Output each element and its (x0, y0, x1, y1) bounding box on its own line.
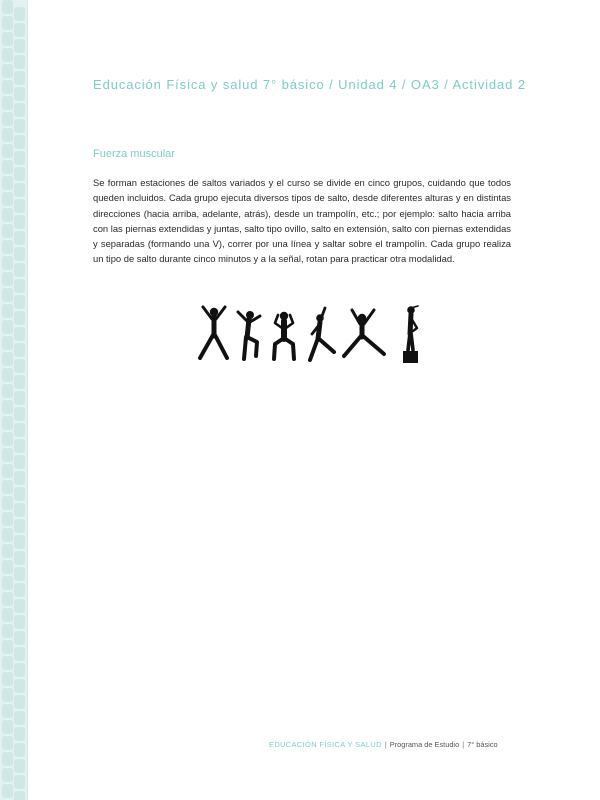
spine-tab (14, 567, 25, 581)
spine-tab (2, 256, 13, 270)
spine-tab (2, 288, 13, 302)
figure-knee-raise (238, 311, 260, 359)
spine-tab (14, 199, 25, 213)
figure-reach-leg-back (310, 308, 334, 360)
spine-tab (14, 311, 25, 325)
activity-description: Se forman estaciones de saltos variados y el curso se divide en cinco grupos, cuidando que todos queden incluidos. Cada grupo ejecuta diversos tipos de salto, desde diferentes alturas y en distintas direcciones (hacia arriba, adelante, atrás), desde un trampolín, etc.; por ejemplo: salto hacia arriba con las piernas extendidas y juntas, salto tipo ovillo, salto en extensión, salto con piernas extendidas y separadas (formando una V), correr por una línea y saltar sobre el trampolín. Cada grupo realiza un tipo de salto durante cinco minutos y a la señal, rotan para practicar otra modalidad. (93, 177, 511, 265)
page-footer (269, 740, 498, 749)
spine-tab (14, 423, 25, 437)
spine-tab (14, 215, 25, 229)
spine-tab (2, 784, 13, 798)
spine-tab (2, 384, 13, 398)
spine-tab (14, 519, 25, 533)
spine-tab (2, 192, 13, 206)
spine-tab (2, 768, 13, 782)
spine-tab (2, 752, 13, 766)
spine-tab (2, 416, 13, 430)
spine-tab (2, 336, 13, 350)
spine-tab (2, 224, 13, 238)
spine-tab (14, 119, 25, 133)
spine-tab (2, 720, 13, 734)
spine-tab (2, 672, 13, 686)
spine-tab (14, 503, 25, 517)
spine-tab (14, 23, 25, 37)
spine-tab (2, 48, 13, 62)
spine-tab (2, 592, 13, 606)
spine-tab (2, 640, 13, 654)
figure-v-jump (344, 310, 384, 356)
figure-star-jump (200, 307, 227, 358)
spine-tabs-right (14, 7, 25, 800)
spine-tab (2, 176, 13, 190)
spine-tab (14, 471, 25, 485)
spine-tab (14, 615, 25, 629)
spine-tab (2, 320, 13, 334)
spine-tab (14, 39, 25, 53)
footer-grade: 7° básico (467, 740, 498, 749)
spine-tab (2, 560, 13, 574)
spine-tab (2, 400, 13, 414)
figure-jump-on-box (403, 306, 418, 363)
spine-tab (2, 576, 13, 590)
spine-tab (14, 407, 25, 421)
spine-tab (14, 743, 25, 757)
spine-tab (14, 55, 25, 69)
spine-tab (2, 0, 13, 14)
spine-tab (14, 759, 25, 773)
spine-tab (14, 135, 25, 149)
spine-tab (14, 295, 25, 309)
spine-tab (2, 64, 13, 78)
spine-tab (14, 727, 25, 741)
spine-tab (2, 688, 13, 702)
spine-tab (14, 695, 25, 709)
spine-tab (14, 343, 25, 357)
spine-tab (14, 551, 25, 565)
spine-tab (2, 480, 13, 494)
spine-tab (14, 791, 25, 800)
spine-tab (2, 448, 13, 462)
spine-tab (2, 464, 13, 478)
spine-tab (2, 352, 13, 366)
spine-tab (14, 103, 25, 117)
spine-tab (2, 240, 13, 254)
spine-tab (2, 16, 13, 30)
spine-divider (27, 0, 28, 800)
spine-tab (2, 368, 13, 382)
footer-separator-2: | (462, 740, 465, 749)
spine-tab (2, 656, 13, 670)
spine-tab (14, 599, 25, 613)
spine-tab (14, 647, 25, 661)
section-heading: Fuerza muscular (93, 148, 175, 160)
spine-tab (2, 80, 13, 94)
spine-tab (2, 144, 13, 158)
spine-tab (14, 775, 25, 789)
spine-tab (14, 455, 25, 469)
spine-tab (2, 608, 13, 622)
spine-tab (2, 544, 13, 558)
spine-tab (14, 87, 25, 101)
spine-tab (14, 327, 25, 341)
footer-brand: EDUCACIÓN FÍSICA Y SALUD (269, 740, 382, 749)
spine-tab (14, 535, 25, 549)
spine-tab (2, 432, 13, 446)
spine-tab (14, 359, 25, 373)
spine-tab (14, 247, 25, 261)
spine-tab (14, 231, 25, 245)
spine-tab (14, 375, 25, 389)
spine-tab (14, 183, 25, 197)
spine-tab (14, 71, 25, 85)
spine-tab (2, 704, 13, 718)
spine-tab (14, 7, 25, 21)
spine-tab (14, 151, 25, 165)
spine-tab (14, 279, 25, 293)
spine-tab (2, 32, 13, 46)
spine-tab (2, 528, 13, 542)
spine-tab (2, 128, 13, 142)
spine-tab (2, 208, 13, 222)
spine-tab (2, 160, 13, 174)
spine-tab (14, 487, 25, 501)
spine-tab (2, 304, 13, 318)
spine-tab (14, 679, 25, 693)
spine-tabs-left (2, 0, 13, 798)
figure-squat-hands-on-head (274, 312, 294, 359)
spine-tab (14, 391, 25, 405)
spine-tab (14, 583, 25, 597)
jumping-figures-illustration (194, 304, 430, 366)
spine-tab (2, 112, 13, 126)
spine-tab (14, 711, 25, 725)
footer-separator: | (384, 740, 387, 749)
spine-tab (14, 631, 25, 645)
spine-tab (14, 263, 25, 277)
spine-tab (14, 167, 25, 181)
spine-tab (2, 496, 13, 510)
page-spine-decoration (0, 0, 27, 800)
footer-program: Programa de Estudio (389, 740, 460, 749)
spine-tab (2, 96, 13, 110)
spine-tab (2, 512, 13, 526)
spine-tab (2, 624, 13, 638)
spine-tab (2, 272, 13, 286)
spine-tab (14, 439, 25, 453)
document-title: Educación Física y salud 7° básico / Unidad 4 / OA3 / Actividad 2 (93, 77, 526, 92)
spine-tab (14, 663, 25, 677)
spine-tab (2, 736, 13, 750)
